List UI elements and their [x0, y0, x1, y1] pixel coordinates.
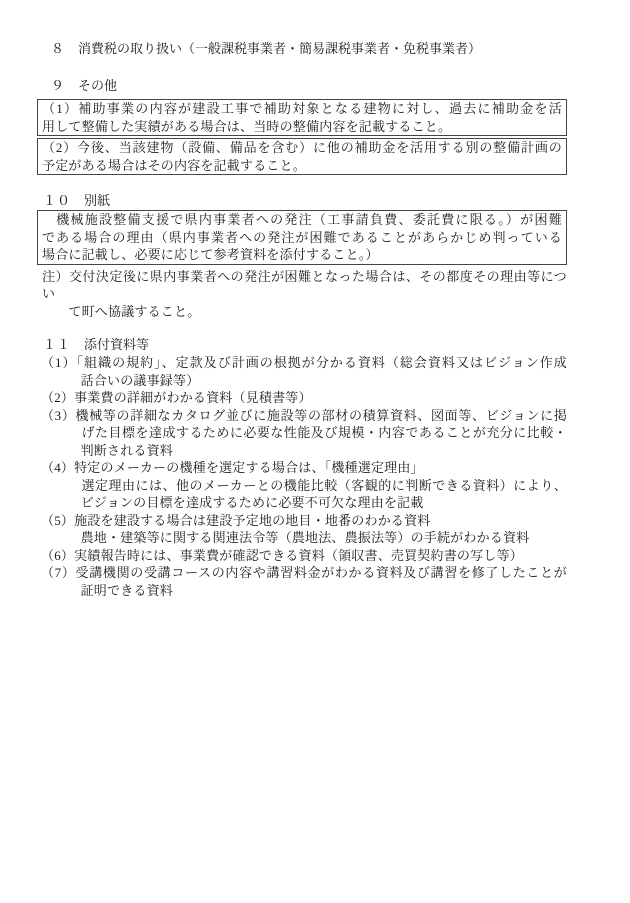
section-number: １０	[43, 193, 72, 208]
text-line: 用して整備した実績がある場合は、当時の整備内容を記載すること。	[42, 118, 452, 134]
notice-box-future-plan	[37, 138, 567, 175]
text-line: （3）機械等の詳細なカタログ並びに施設等の部材の積算資料、図面等、ビジョンに掲	[41, 407, 567, 423]
text-line: （2）事業費の詳細がわかる資料（見積書等）	[41, 390, 312, 405]
text-line: （1）補助事業の内容が建設工事で補助対象となる建物に対し、過去に補助金を活	[42, 101, 562, 116]
text-line: ビジョンの目標を達成するために必要不可欠な理由を記載	[41, 495, 424, 510]
section-heading-appendix	[43, 192, 582, 209]
text-line: 注）交付決定後に県内事業者への発注が困難となった場合は、その都度その理由等につい	[42, 268, 567, 301]
text-line: （5）施設を建設する場合は建設予定地の地目・地番のわかる資料	[41, 512, 431, 528]
text-line: （2）今後、当該建物（設備、備品を含む）に他の補助金を活用する別の整備計画の	[42, 140, 562, 155]
attachment-item-4	[41, 459, 567, 512]
text-line: 判断される資料	[41, 442, 174, 458]
text-line: 証明できる資料	[41, 582, 174, 598]
text-line: （4）特定のメーカーの機種を選定する場合は、「機種選定理由」	[41, 460, 424, 475]
attachment-item-6	[41, 547, 567, 565]
notice-box-prefecture-order	[37, 210, 567, 265]
notice-box-past-subsidy	[37, 99, 567, 136]
section-heading-attachments	[43, 336, 582, 353]
text-line: （7）受講機関の受講コースの内容や講習料金がわかる資料及び講習を修了したことが	[41, 565, 567, 580]
attachment-item-5	[41, 512, 567, 547]
attachment-item-7	[41, 564, 567, 599]
text-line: 機械施設整備支援で県内事業者への発注（工事請負費、委託費に限る。）が困難	[42, 212, 562, 227]
attachment-item-3	[41, 407, 567, 460]
text-line: て町へ協議すること。	[42, 303, 201, 319]
attachment-item-1	[41, 354, 567, 389]
text-line: げた目標を達成するために必要な性能及び規模・内容であることが充分に比較・	[41, 425, 567, 440]
section-number: １１	[43, 337, 72, 352]
section-number: ９	[51, 78, 66, 93]
section-title: その他	[78, 78, 118, 93]
text-line: 話合いの議事録等）	[41, 372, 200, 388]
section-number: ８	[51, 41, 66, 56]
section-heading-other	[51, 77, 582, 94]
text-line: 予定がある場合はその内容を記載すること。	[42, 157, 307, 173]
section-title: 添付資料等	[84, 337, 150, 352]
text-line: 選定理由には、他のメーカーとの機能比較（客観的に判断できる資料）により、	[41, 477, 567, 493]
text-line: 農地・建築等に関する関連法令等（農地法、農振法等）の手続がわかる資料	[41, 530, 530, 545]
attachment-list	[41, 354, 567, 599]
text-line: （1）「組織の規約」、定款及び計画の根拠が分かる資料（総会資料又はビジョン作成	[41, 355, 567, 370]
text-line: 場合に記載し、必要に応じて参考資料を添付すること。）	[42, 247, 379, 262]
text-line: である場合の理由（県内事業者への発注が困難であることがあらかじめ判っている	[42, 229, 562, 245]
text-line: （6）実績報告時には、事業費が確認できる資料（領収書、売買契約書の写し等）	[41, 547, 523, 563]
section-heading-consumption-tax	[51, 40, 582, 57]
note-paragraph	[42, 268, 567, 321]
section-title: 別紙	[84, 193, 111, 208]
section-title: 消費税の取り扱い（一般課税事業者・簡易課税事業者・免税事業者）	[78, 41, 482, 56]
attachment-item-2	[41, 389, 567, 407]
